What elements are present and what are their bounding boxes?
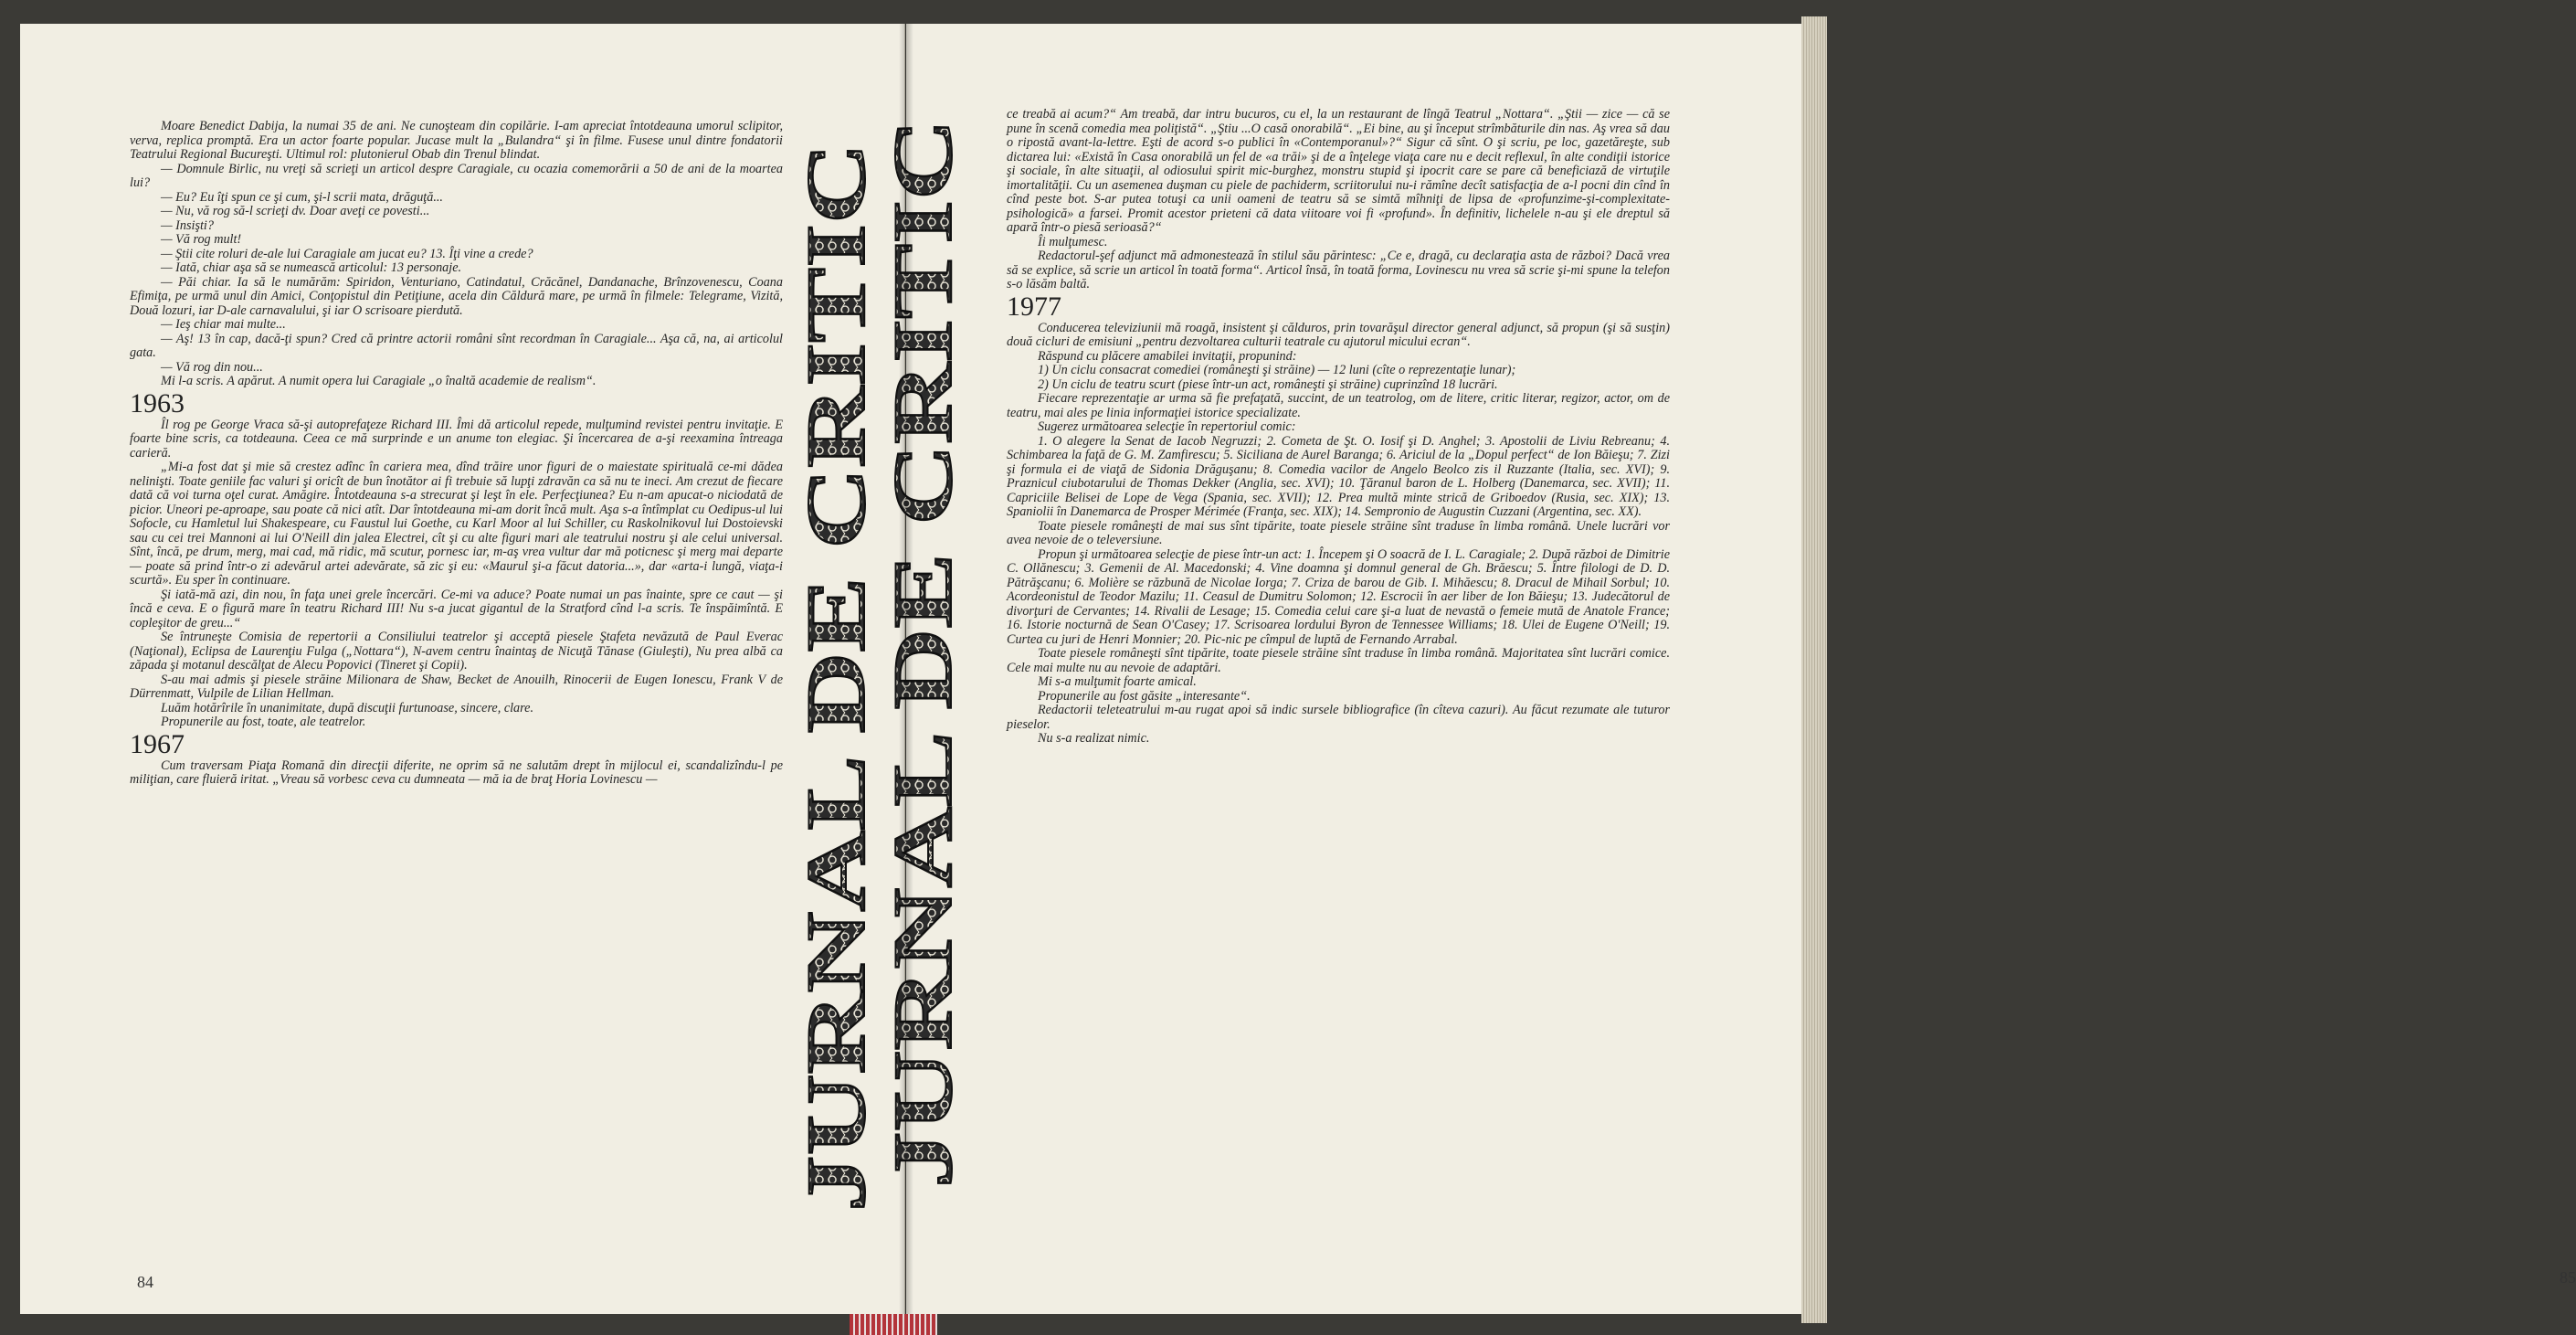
banner-left — [789, 124, 882, 1221]
right-page — [906, 24, 2576, 1314]
paragraph: Toate piesele româneşti sînt tipărite, toate piesele străine sînt traduse în limba română. Majoritatea sînt lucrări comice. Cele mai multe nu au nevoie de adaptări. — [1007, 646, 1670, 675]
paragraph: Se întruneşte Comisia de repertorii a Consiliului teatrelor şi acceptă piesele Ştafeta nevăzută de Paul Everac (Naţional), Eclipsa de Laurenţiu Fulga („Nottara“), N-avem centru înaintaş de Nicuţă Tănase (Giuleşti), Nu prea albă ca zăpada şi motanul descălţat de Alecu Popovici (Tineret şi Copii). — [130, 630, 783, 673]
paragraph: 1) Un ciclu consacrat comediei (româneşti şi străine) — 12 luni (cîte o reprezentaţie lunar); — [1038, 363, 1516, 377]
banner-title-right: JURNAL DE CRITIC — [876, 388, 969, 1188]
paragraph: Îi mulţumesc. — [1038, 234, 1108, 249]
paragraph: Propunerile au fost găsite „interesante“. — [1038, 688, 1251, 704]
paragraph: Mi l-a scris. A apărut. A numit opera lui Caragiale „o înaltă academie de realism“. — [161, 374, 596, 388]
paragraph: — Ieş chiar mai multe... — [161, 317, 286, 332]
paragraph: Răspund cu plăcere amabilei invitaţii, propunind: — [1038, 348, 1297, 364]
paragraph: Toate piesele româneşti de mai sus sînt tipărite, toate piesele străine sînt traduse în limba română. Unele lucrări vor avea nevoie de o televersiune. — [1007, 518, 1670, 547]
paragraph: Propun şi următoarea selecţie de piese într-un act: 1. Începem şi O soacră de I. L. Caragiale; 2. După război de Dimitrie C. Ollănescu; 3. Gemenii de Al. Macedonski; 4. Vine doamna şi domnul general de Gh. Brăescu; 5. Între filologi de D. D. Pătrăşcanu; 6. Molière se răzbună de Nicolae Iorga; 7. Criza de barou de Gib. I. Mihăescu; 8. Dracul de Mihail Sorbul; 10. Acordeonistul de Teodor Mazilu; 11. Ceasul de Dumitru Solomon; 12. Escrocii în aer liber de Ion Băieşu; 13. Judecătorul de divorţuri de Cervantes; 14. Rivalii de Lesage; 15. Comedia celui care şi-a luat de nevastă o femeie mută de Anatole France; 16. Istorie nocturnă de Sean O'Casey; 17. Scrisoarea lordului Byron de Tennessee Williams; 18. Ulei de Eugene O'Neill; 19. Curtea cu juri de Henri Monnier; 20. Pic-nic pe cîmpul de luptă de Fernando Arrabal. — [1007, 546, 1670, 647]
paragraph: Fiecare reprezentaţie ar urma să fie prefaţată, succint, de un teatrolog, om de litere, critic literar, regizor, actor, om de teatru, mai ales pe linia informaţiei istorice specializate. — [1007, 391, 1670, 420]
paragraph: — Aş! 13 în cap, dacă-ţi spun? Cred că printre actorii români sînt recordman în Caragiale... Aşa că, na, ai articolul gata. — [130, 331, 783, 360]
book-page-edges — [1801, 16, 1827, 1323]
year-heading: 1963 — [130, 387, 185, 419]
left-page — [20, 24, 905, 1314]
page-number-right: 85 — [2560, 1268, 2576, 1287]
year-heading: 1967 — [130, 728, 185, 759]
paragraph: 1. O alegere la Senat de Iacob Negruzzi; 2. Cometa de Şt. O. Iosif şi D. Anghel; 3. Apostolii de Liviu Rebreanu; 4. Schimbarea la faţă de G. M. Zamfirescu; 5. Siciliana de Aurel Baranga; 6. Ariciul de la „Dopul perfect“ de Ion Băieşu; 7. Zizi şi formula ei de viaţă de Sidonia Drăguşanu; 8. Comedia vacilor de Angelo Beolco zis il Ruzzante (Italia, sec. XVI); 9. Praznicul ciubotarului de Thomas Dekker (Anglia, sec. XVI); 10. Ţăranul baron de L. Holberg (Danemarca, sec. XVII); 11. Capriciile Belisei de Lope de Vega (Spania, sec. XVII); 12. Prea multă minte strică de Griboedov (Rusia, sec. XIX); 13. Spaniolii în Danemarca de Prosper Mérimée (Franţa, sec. XIX); 14. Sempronio de Augustin Cuzzani (Argentina, sec. XX). — [1007, 433, 1670, 519]
paragraph: — Vă rog mult! — [161, 232, 242, 247]
paragraph: ce treabă ai acum?“ Am treabă, dar intru bucuros, cu el, la un restaurant de lîngă Teatrul „Nottara“. „Ştii — zice — că se pune în scenă comedia mea poliţistă“. „Ştiu ...O casă onorabilă“. „Ei bine, au şi început strîmbăturile din nas. Aş vrea să dau o ripostă avant-la-lettre. Eşti de acord s-o publici în «Contemporanul»?“ Sigur că sînt. O şi scriu, pe loc, gazetăreşte, sub dictarea lui: «Există în Casa onorabilă un fel de «a trăi» şi de a înţelege viaţa care nu e decit reflexul, în alte condiţii istorice şi sociale, în alte situaţii, al odiosului spirit mic-burghez, monstru stupid şi ipocrit care se pare că beneficiază de virtuţile imortalităţii. Cu un asemenea duşman cu piele de pachiderm, scriitorului nu-i rămîne decît satisfacţia de a-l pocni din cînd în cînd peste bot. S-ar putea totuşi ca unii oameni de teatru să se simtă mîhniţi de lipsa de «profunzime-şi-complexitate-psihologică» a farsei. Promit acestor prieteni că data viitoare voi fi «profund». În definitiv, lichelele n-au şi ele dreptul să apară într-o piesă serioasă?“ — [1007, 107, 1670, 235]
paragraph: Nu s-a realizat nimic. — [1038, 731, 1150, 746]
paragraph: Cum traversam Piaţa Romană din direcţii diferite, ne oprim să ne salutăm drept în mijlocul ei, scandalizîndu-l pe miliţian, care fluieră iritat. „Vreau să vorbesc ceva cu dumneata — mă ia de braţ Horia Lovinescu — — [130, 758, 783, 787]
paragraph: 2) Un ciclu de teatru scurt (piese într-un act, româneşti şi străine) cuprinzînd 18 lucrări. — [1038, 376, 1498, 392]
paragraph: S-au mai admis şi piesele străine Milionara de Shaw, Becket de Anouilh, Rinocerii de Eugen Ionescu, Frank V de Dürrenmatt, Vulpile de Lilian Hellman. — [130, 672, 783, 701]
paragraph: Îl rog pe George Vraca să-şi autoprefaţeze Richard III. Îmi dă articolul repede, mulţumind revistei pentru invitaţie. E foarte bine scris, ca totdeauna. Ceea ce mă surprinde e un anume ton elegiac. Şi încercarea de a-şi reexamina întreaga carieră. — [130, 417, 783, 461]
paragraph: Redactorii teleteatrului m-au rugat apoi să indic sursele bibliografice (în cîteva cazuri). Au făcut rezumate ale tuturor pieselor. — [1007, 703, 1670, 732]
banner-title-left: JURNAL DE CRITIC — [789, 412, 882, 1212]
paragraph: — Nu, vă rog să-l scrieţi dv. Doar aveţi ce povesti... — [161, 204, 430, 218]
book-gutter-shadow — [899, 24, 913, 1314]
paragraph: — Iată, chiar aşa să se numească articolul: 13 personaje. — [161, 260, 462, 275]
right-page-text — [1007, 108, 1670, 747]
paragraph: — Ştii cite roluri de-ale lui Caragiale am jucat eu? 13. Îţi vine a crede? — [161, 246, 533, 261]
paragraph: Luăm hotărîrile în unanimitate, după discuţii furtunoase, sincere, clare. — [161, 700, 533, 715]
paragraph: Sugerez următoarea selecţie în repertoriul comic: — [1038, 419, 1296, 434]
year-heading: 1977 — [1007, 291, 1061, 322]
paragraph: Redactorul-şef adjunct mă admonestează în stilul său părintesc: „Ce e, dragă, cu declaraţia asta de război? Dacă vrea să se explice, să scrie un articol în toată forma“. Articol însă, în toată forma, Lovinescu nu vrea să scrie şi-mi spune la telefon s-o lăsăm baltă. — [1007, 249, 1670, 291]
paragraph: „Mi-a fost dat şi mie să crestez adînc în cariera mea, dînd trăire unor figuri de o maiestate spirituală ce-mi dădea nelinişti. Toate geniile fac valuri şi oricît de bun înotător ai fi trebuie să lupţi zdravăn ca să nu te ineci. Am crezut de fiecare dată că voi turna oţel curat. Amăgire. Întotdeauna s-a strecurat şi leşt în ele. Perfecţiunea? Eu n-am apucat-o niciodată de picior. Uneori pe-aproape, sau poate că nici atît. Dar întotdeauna mi-am dorit încă mult. Aşa s-a întîmplat cu Oedipus-ul lui Sofocle, cu Hamletul lui Shakespeare, cu Faustul lui Goethe, cu Karl Moor al lui Schiller, cu Raskolnikovul lui Dostoievski sau cu cei trei Mannoni ai lui O'Neill din jalea Electrei, cît şi cu alte figuri mari ale teatrului nostru şi ale celui universal. Sînt, încă, pe drum, merg, mai cad, mă ridic, mă scutur, pornesc iar, m-aş vrea vultur dar mă poticnesc şi merg mai departe — poate să prind într-o zi adevărul artei adevărate, să zic şi eu: «Maurul şi-a făcut datoria...», dar «arta-i lungă, viaţa-i scurtă». Eu sper în continuare. — [130, 460, 783, 588]
paragraph: — Păi chiar. Ia să le numărăm: Spiridon, Venturiano, Catindatul, Crăcănel, Dandanache, Brînzovenescu, Coana Efimiţa, pe urmă unul din Amici, Conţopistul din Petiţiune, acela din Căldură mare, pe urmă în filmele: Telegrame, Vizită, Două lozuri, iar D-ale carnavalului, şi iar O scrisoare pierdută. — [130, 274, 783, 318]
paragraph: Conducerea televiziunii mă roagă, insistent şi călduros, prin tovarăşul director general adjunct, să propun (şi să susţin) două cicluri de emisiuni „pentru dezvoltarea culturii teatrale cu ajutorul micului ecran“. — [1007, 320, 1670, 349]
paragraph: Mi s-a mulţumit foarte amical. — [1038, 674, 1197, 689]
paragraph: Moare Benedict Dabija, la numai 35 de ani. Ne cunoşteam din copilărie. I-am apreciat întotdeauna umorul sclipitor, verva, replica promptă. Era un actor foarte popular. Jucase mult la „Bulandra“ şi în filme. Fusese unul dintre fondatorii Teatrului Regional Bucureşti. Ultimul rol: plutonierul Obab din Trenul blindat. — [130, 119, 783, 162]
page-number-left: 84 — [137, 1273, 153, 1291]
paragraph: Şi iată-mă azi, din nou, în faţa unei grele încercări. Ce-mi va aduce? Poate numai un pas înainte, spre ce caut — şi încă e ceva. E o figură mare în teatru Richard III! Nu s-a jucat gigantul de la Stratford cînd l-a scris. Te înspăimîntă. E copleşitor de greu...“ — [130, 587, 783, 630]
paragraph: Propunerile au fost, toate, ale teatrelor. — [161, 715, 366, 729]
paragraph: — Insişti? — [161, 217, 214, 233]
paragraph: — Eu? Eu îţi spun ce şi cum, şi-l scrii mata, drăguţă... — [161, 189, 443, 205]
bookmark-ribbon — [850, 1314, 937, 1335]
paragraph: — Domnule Birlic, nu vreţi să scrieţi un articol despre Caragiale, cu ocazia comemorării a 50 de ani de la moartea lui? — [130, 161, 783, 190]
left-page-text — [130, 120, 783, 788]
paragraph: — Vă rog din nou... — [161, 359, 263, 375]
